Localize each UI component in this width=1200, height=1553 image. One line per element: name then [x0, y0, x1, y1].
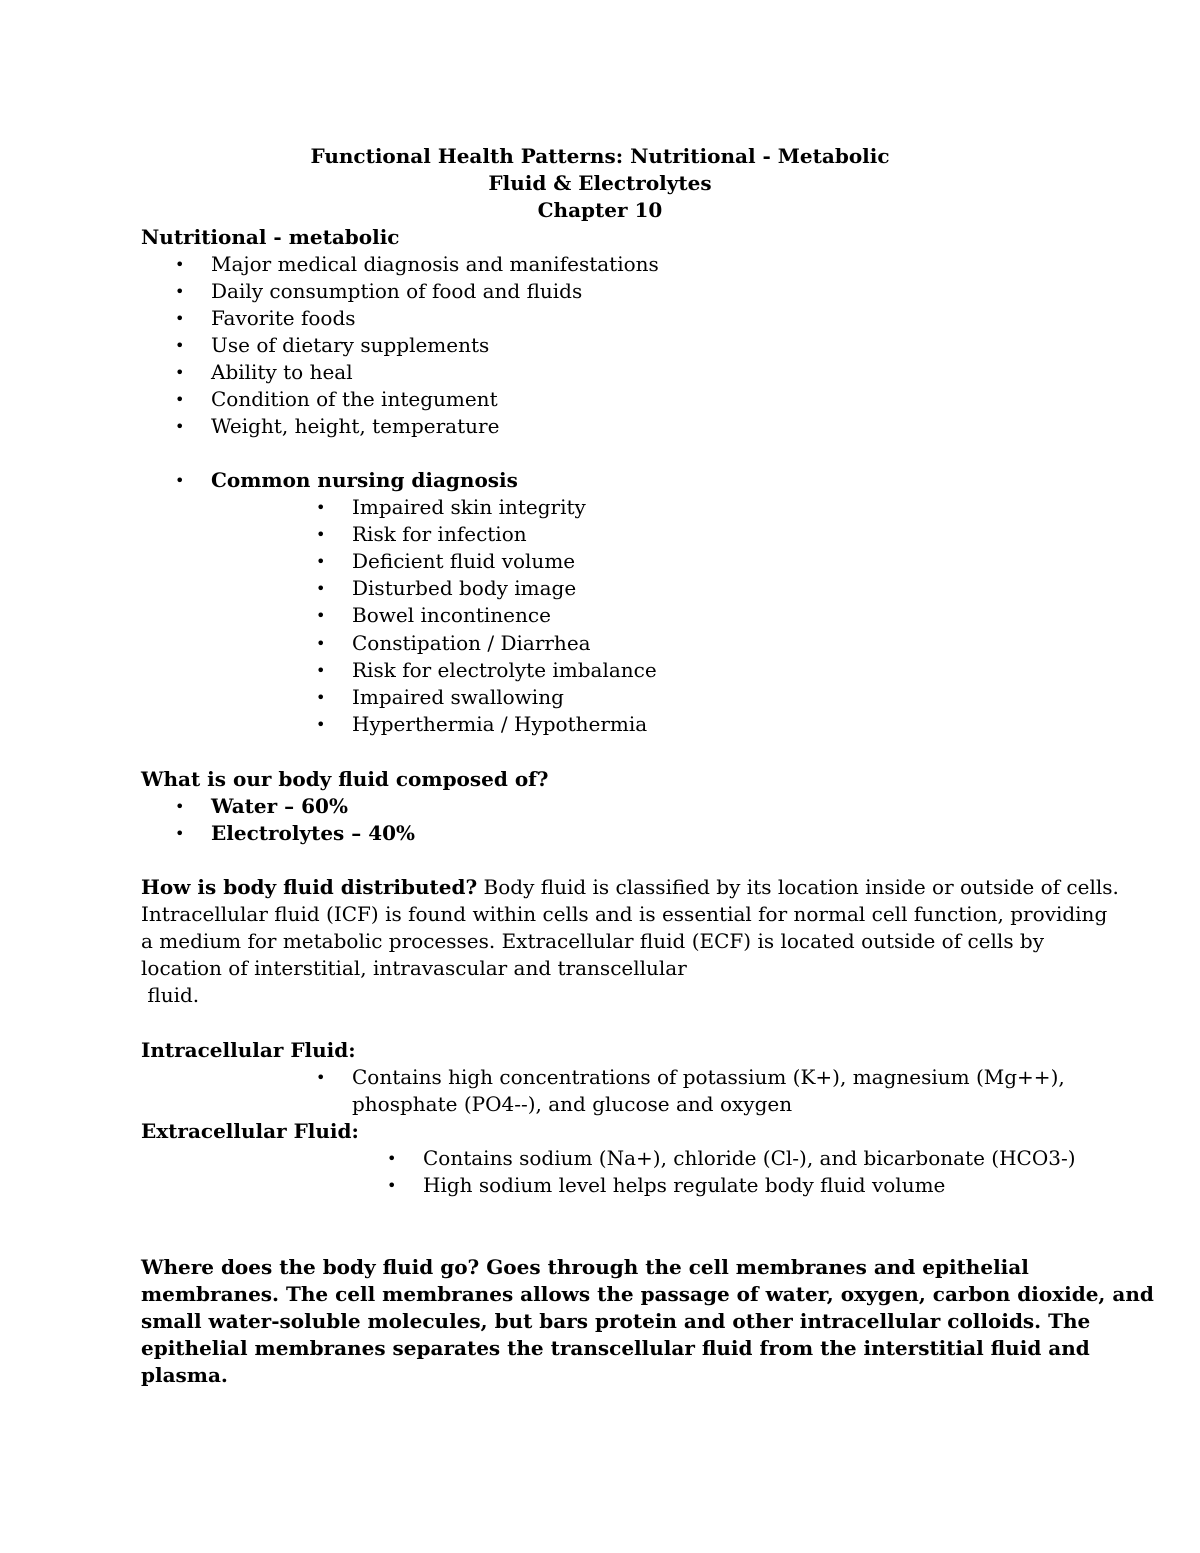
- bullet-icon: •: [175, 797, 185, 816]
- bullet-icon: •: [175, 309, 185, 328]
- list-item: Condition of the integument: [211, 387, 498, 411]
- paragraph-text: Body fluid is classified by its location inside or outside of cells.: [477, 875, 1119, 899]
- list-item: Contains sodium (Na+), chloride (Cl-), and bicarbonate (HCO3-): [423, 1146, 1076, 1170]
- list-item-continuation: phosphate (PO4--), and glucose and oxygen: [352, 1092, 793, 1116]
- list-item: Constipation / Diarrhea: [352, 631, 591, 655]
- list-item: Favorite foods: [211, 306, 356, 330]
- list-item: Weight, height, temperature: [211, 414, 500, 438]
- list-item: Ability to heal: [211, 360, 353, 384]
- list-item: Contains high concentrations of potassium (K+), magnesium (Mg++),: [352, 1065, 1065, 1089]
- list-item: Use of dietary supplements: [211, 333, 490, 357]
- bullet-icon: •: [175, 255, 185, 274]
- list-item: High sodium level helps regulate body fluid volume: [423, 1173, 946, 1197]
- list-item: Hyperthermia / Hypothermia: [352, 712, 648, 736]
- paragraph-line: Intracellular fluid (ICF) is found within cells and is essential for normal cell function, providing: [141, 902, 1108, 926]
- extracellular-heading: Extracellular Fluid:: [141, 1119, 359, 1143]
- list-item: Risk for electrolyte imbalance: [352, 658, 657, 682]
- bullet-icon: •: [316, 498, 326, 517]
- intracellular-heading: Intracellular Fluid:: [141, 1038, 356, 1062]
- bullet-icon: •: [316, 715, 326, 734]
- bullet-icon: •: [175, 471, 185, 490]
- bullet-icon: •: [316, 688, 326, 707]
- paragraph-line: location of interstitial, intravascular and transcellular: [141, 956, 687, 980]
- diagnosis-heading: Common nursing diagnosis: [211, 468, 518, 492]
- list-item: Risk for infection: [352, 522, 527, 546]
- composition-question: What is our body fluid composed of?: [141, 767, 549, 791]
- bullet-icon: •: [316, 634, 326, 653]
- bullet-icon: •: [175, 390, 185, 409]
- bullet-icon: •: [316, 1068, 326, 1087]
- bullet-icon: •: [175, 824, 185, 843]
- list-item: Water – 60%: [211, 794, 348, 818]
- bullet-icon: •: [387, 1149, 397, 1168]
- bullet-icon: •: [316, 661, 326, 680]
- bullet-icon: •: [316, 525, 326, 544]
- bullet-icon: •: [316, 552, 326, 571]
- paragraph-line: [141, 874, 1119, 901]
- list-item: Major medical diagnosis and manifestations: [211, 252, 659, 276]
- list-item: Disturbed body image: [352, 576, 577, 600]
- distribution-question: How is body fluid distributed?: [141, 875, 478, 899]
- bullet-icon: •: [316, 579, 326, 598]
- paragraph-line: Where does the body fluid go? Goes through the cell membranes and epithelial: [141, 1255, 1029, 1279]
- bullet-icon: •: [175, 282, 185, 301]
- document-title: Functional Health Patterns: Nutritional - Metabolic: [310, 144, 890, 168]
- bullet-icon: •: [175, 336, 185, 355]
- paragraph-line: membranes. The cell membranes allows the passage of water, oxygen, carbon dioxide, and: [141, 1282, 1154, 1306]
- nutritional-heading: Nutritional - metabolic: [141, 225, 400, 249]
- document-subtitle: Fluid & Electrolytes: [488, 171, 712, 195]
- paragraph-line: plasma.: [141, 1363, 228, 1387]
- bullet-icon: •: [316, 606, 326, 625]
- bullet-icon: •: [387, 1176, 397, 1195]
- list-item: Bowel incontinence: [352, 603, 551, 627]
- list-item: Electrolytes – 40%: [211, 821, 416, 845]
- paragraph-line: fluid.: [141, 983, 200, 1007]
- bullet-icon: •: [175, 363, 185, 382]
- list-item: Daily consumption of food and fluids: [211, 279, 583, 303]
- list-item: Impaired skin integrity: [352, 495, 586, 519]
- paragraph-line: epithelial membranes separates the transcellular fluid from the interstitial fluid and: [141, 1336, 1090, 1360]
- chapter-label: Chapter 10: [537, 198, 663, 222]
- list-item: Deficient fluid volume: [352, 549, 576, 573]
- list-item: Impaired swallowing: [352, 685, 564, 709]
- bullet-icon: •: [175, 417, 185, 436]
- paragraph-line: a medium for metabolic processes. Extracellular fluid (ECF) is located outside of cells by: [141, 929, 1045, 953]
- paragraph-line: small water-soluble molecules, but bars protein and other intracellular colloids. The: [141, 1309, 1091, 1333]
